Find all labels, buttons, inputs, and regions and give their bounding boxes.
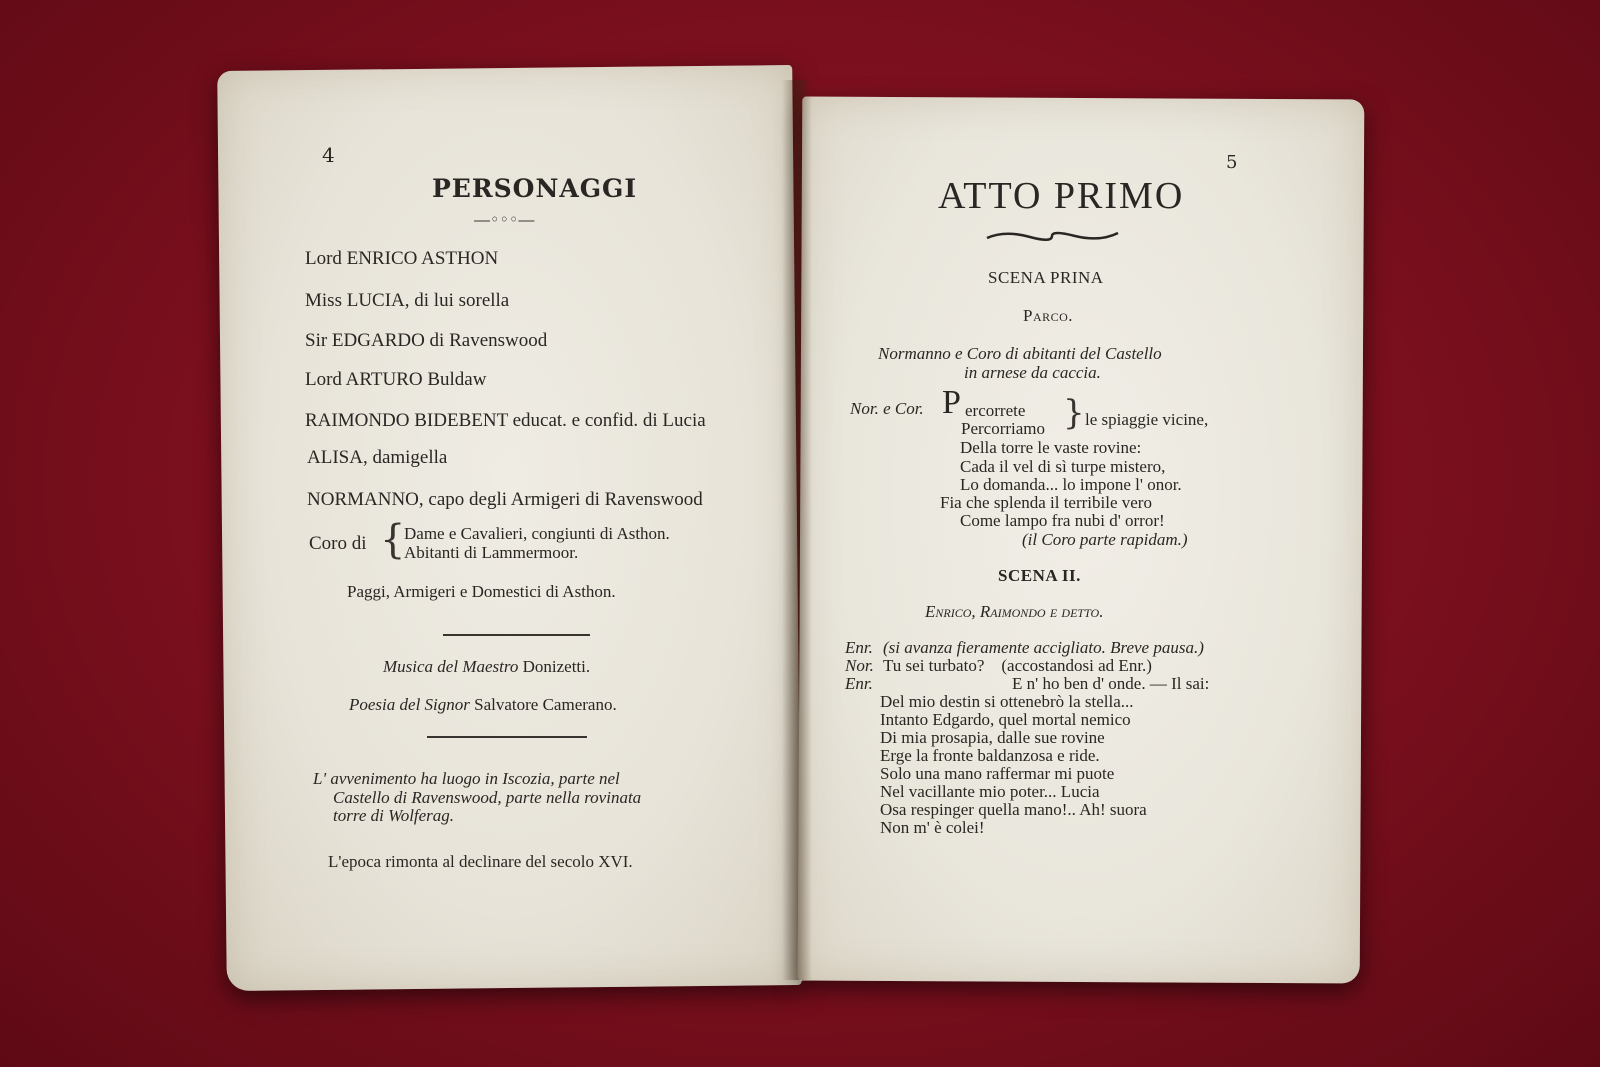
cast-item: Sir EDGARDO di Ravenswood <box>305 330 548 351</box>
verse-line: Lo domanda... lo impone l' onor. <box>960 475 1182 494</box>
verse-line: Erge la fronte baldanzosa e ride. <box>880 746 1100 765</box>
poesia-name: Salvatore Camerano. <box>474 695 617 714</box>
divider-rule <box>443 634 590 636</box>
cast-item: ALISA, damigella <box>307 447 448 468</box>
verse-line: le spiaggie vicine, <box>1085 410 1209 429</box>
dialogue-line: (si avanza fieramente accigliato. Breve pausa.) <box>883 638 1204 657</box>
verse-line: Percorriamo <box>961 419 1046 438</box>
verse-line: Di mia prosapia, dalle sue rovine <box>880 728 1105 747</box>
stage-direction: in arnese da caccia. <box>964 363 1101 382</box>
cast-item: Miss LUCIA, di lui sorella <box>305 290 510 311</box>
speaker-label: Nor. e Cor. <box>850 399 924 418</box>
speaker-label: Nor. <box>845 656 874 675</box>
left-page-number: 4 <box>322 143 335 167</box>
musica-prefix: Musica del Maestro <box>383 657 519 676</box>
verse-line: Intanto Edgardo, quel mortal nemico <box>880 710 1131 729</box>
initial-capital: P <box>942 384 961 421</box>
stage-direction: (il Coro parte rapidam.) <box>1022 530 1188 549</box>
cast-item: Lord ARTURO Buldaw <box>305 369 487 390</box>
verse-line: Cada il vel di sì turpe mistero, <box>960 457 1166 476</box>
setting-line: Castello di Ravenswood, parte nella rovinata <box>333 788 642 807</box>
right-page-number: 5 <box>1226 152 1238 173</box>
brace-glyph: { <box>380 517 406 563</box>
verse-line: Non m' è colei! <box>880 818 985 837</box>
personaggi-title: PERSONAGGI <box>432 174 638 203</box>
setting-line: torre di Wolferag. <box>333 806 455 825</box>
cast-item: NORMANNO, capo degli Armigeri di Ravenswood <box>307 489 703 510</box>
verse-line: Fia che splenda il terribile vero <box>940 493 1152 512</box>
verse-line: Osa respinger quella mano!.. Ah! suora <box>880 800 1147 819</box>
atto-title: ATTO PRIMO <box>938 175 1185 217</box>
poesia-credit <box>349 695 617 715</box>
setting-line: L' avvenimento ha luogo in Iscozia, parte nel <box>313 769 620 788</box>
musica-name: Donizetti. <box>522 657 591 676</box>
cast-item: RAIMONDO BIDEBENT educat. e confid. di Lucia <box>305 410 706 431</box>
divider-rule-2 <box>427 736 587 738</box>
dialogue-line: Tu sei turbato? (accostandosi ad Enr.) <box>883 656 1152 675</box>
verse-line: Nel vacillante mio poter... Lucia <box>880 782 1100 801</box>
speaker-label: Enr. <box>845 638 873 657</box>
verse-line: Solo una mano raffermar mi puote <box>880 764 1115 783</box>
verse-line: Della torre le vaste rovine: <box>960 438 1142 457</box>
dialogue-line: E n' ho ben d' onde. — Il sai: <box>1012 674 1210 693</box>
speaker-label: Enr. <box>845 674 873 693</box>
coro-line: Abitanti di Lammermoor. <box>404 543 579 562</box>
verse-line: Del mio destin si ottenebrò la stella... <box>880 692 1134 711</box>
epoch-line: L'epoca rimonta al declinare del secolo XVI. <box>328 852 633 871</box>
paggi-line: Paggi, Armigeri e Domestici di Asthon. <box>347 582 616 601</box>
verse-line: Come lampo fra nubi d' orror! <box>960 511 1165 530</box>
musica-credit <box>383 657 590 677</box>
scene-one-heading: SCENA PRINA <box>988 268 1104 287</box>
book-gutter <box>782 80 812 980</box>
place-heading: Parco. <box>1023 306 1074 325</box>
cast-item: Lord ENRICO ASTHON <box>305 248 499 269</box>
coro-line: Dame e Cavalieri, congiunti di Asthon. <box>404 524 670 543</box>
brace-glyph: } <box>1063 393 1085 433</box>
scene-two-heading: SCENA II. <box>998 566 1081 585</box>
coro-label: Coro di <box>309 533 367 554</box>
swash-ornament <box>985 228 1120 244</box>
stage-direction: Enrico, Raimondo e detto. <box>925 602 1104 621</box>
verse-line: ercorrete <box>965 401 1026 420</box>
poesia-prefix: Poesia del Signor <box>349 695 470 714</box>
ornament-divider: ⎯⎯◦◦◦⎯⎯ <box>474 210 535 229</box>
stage-direction: Normanno e Coro di abitanti del Castello <box>878 344 1162 363</box>
